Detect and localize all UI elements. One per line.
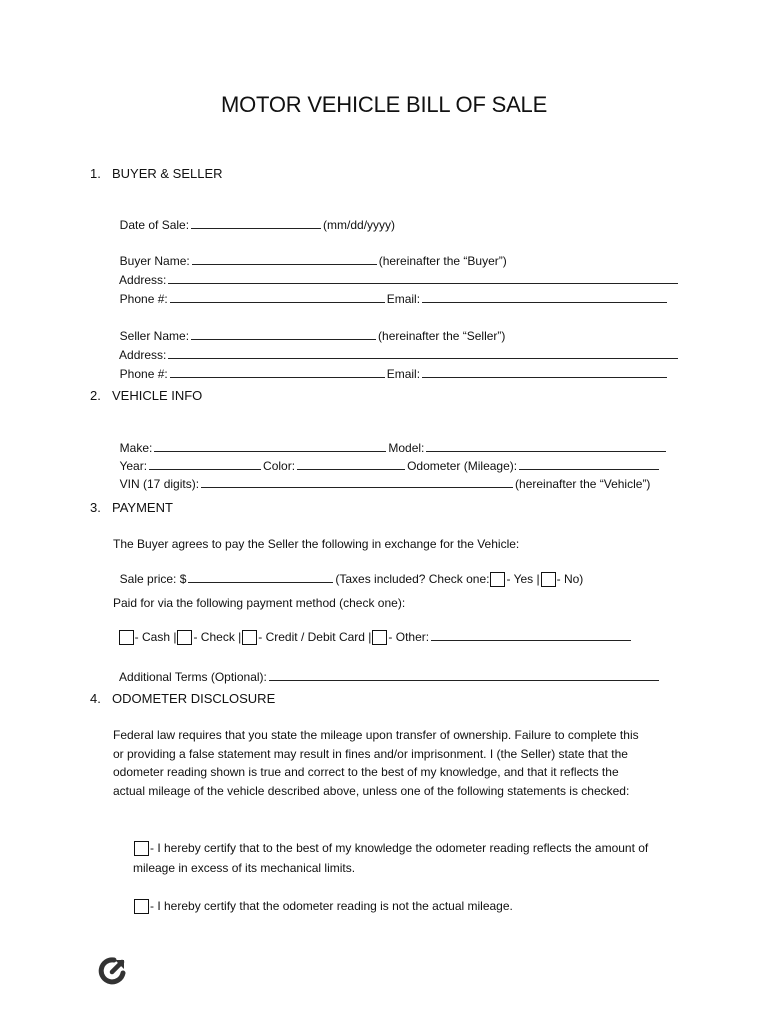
vin-row [113,462,650,491]
date-of-sale-label: Date of Sale: [119,218,190,232]
buyer-email-field[interactable] [422,291,667,303]
make-label: Make: [119,441,153,455]
certification-excess-text: - I hereby certify that to the best of my knowledge the odometer reading reflects the amount of mileage in excess of its mechanical limits. [133,841,649,875]
arrow-logo-icon [98,955,128,987]
seller-hint: (hereinafter the “Seller”) [378,329,506,343]
date-hint: (mm/dd/yyyy) [323,218,396,232]
taxes-yes-label: - Yes | [506,572,540,586]
vin-hint: (hereinafter the “Vehicle”) [515,477,651,491]
seller-address-label: Address: [119,348,167,362]
seller-email-label: Email: [386,367,421,381]
additional-terms-row [113,655,661,684]
section-number: 2. [90,388,101,403]
section-heading: BUYER & SELLER [112,166,223,181]
other-label: - Other: [388,630,430,644]
section-buyer-seller [90,166,223,181]
buyer-email-label: Email: [386,292,421,306]
cash-label: - Cash | [134,630,177,644]
taxes-yes-checkbox[interactable] [490,572,505,587]
seller-phone-label: Phone #: [119,367,168,381]
card-checkbox[interactable] [242,630,257,645]
taxes-no-label: - No) [556,572,584,586]
buyer-phone-field[interactable] [170,291,385,303]
seller-email-field[interactable] [422,366,667,378]
certification-not-actual-row [133,896,653,916]
odometer-disclosure-text: Federal law requires that you state the mileage upon transfer of ownership. Failure to complete this or providing a false statement may result in fines and/or imprisonment. I (the Seller) state that the odometer reading shown is true and correct to the best of my knowledge, and that it reflects the actual mileage of the vehicle described above, unless one of the following statements is checked: [113,728,639,798]
certification-not-actual-text: - I hereby certify that the odometer reading is not the actual mileage. [150,899,513,913]
buyer-phone-label: Phone #: [119,292,168,306]
sale-price-row [113,557,583,587]
section-vehicle-info [90,388,202,403]
seller-name-label: Seller Name: [119,329,190,343]
payment-intro: The Buyer agrees to pay the Seller the following in exchange for the Vehicle: [113,537,520,551]
vin-label: VIN (17 digits): [119,477,200,491]
certification-not-actual-checkbox[interactable] [134,899,149,914]
date-of-sale-field[interactable] [191,217,321,229]
card-label: - Credit / Debit Card | [258,630,372,644]
vin-field[interactable] [201,476,513,488]
date-of-sale-row [113,203,395,232]
section-heading: ODOMETER DISCLOSURE [112,691,276,706]
sale-price-label: Sale price: $ [119,572,187,586]
section-heading: VEHICLE INFO [112,388,203,403]
buyer-name-label: Buyer Name: [119,254,190,268]
section-odometer-disclosure [90,691,275,706]
taxes-label: (Taxes included? Check one: [335,572,490,586]
buyer-hint: (hereinafter the “Buyer”) [378,254,507,268]
seller-phone-field[interactable] [170,366,385,378]
year-label: Year: [119,459,148,473]
other-field[interactable] [431,629,631,641]
check-checkbox[interactable] [177,630,192,645]
sale-price-field[interactable] [188,571,333,583]
odometer-label: Odometer (Mileage): [407,459,518,473]
other-checkbox[interactable] [372,630,387,645]
seller-phone-row [113,352,669,381]
payment-method-intro: Paid for via the following payment method (check one): [113,596,406,610]
buyer-address-label: Address: [119,273,167,287]
taxes-no-checkbox[interactable] [541,572,556,587]
check-label: - Check | [193,630,242,644]
section-heading: PAYMENT [112,500,173,515]
buyer-phone-row [113,277,669,306]
additional-terms-label: Additional Terms (Optional): [119,670,267,684]
document-title: MOTOR VEHICLE BILL OF SALE [220,92,548,117]
color-label: Color: [263,459,296,473]
section-number: 3. [90,500,101,515]
cash-checkbox[interactable] [119,630,134,645]
section-number: 1. [90,166,101,181]
section-number: 4. [90,691,101,706]
section-payment [90,500,173,515]
certification-excess-checkbox[interactable] [134,841,149,856]
payment-method-row [111,615,633,645]
additional-terms-field[interactable] [269,669,659,681]
model-label: Model: [388,441,425,455]
certification-excess-row [133,838,653,878]
